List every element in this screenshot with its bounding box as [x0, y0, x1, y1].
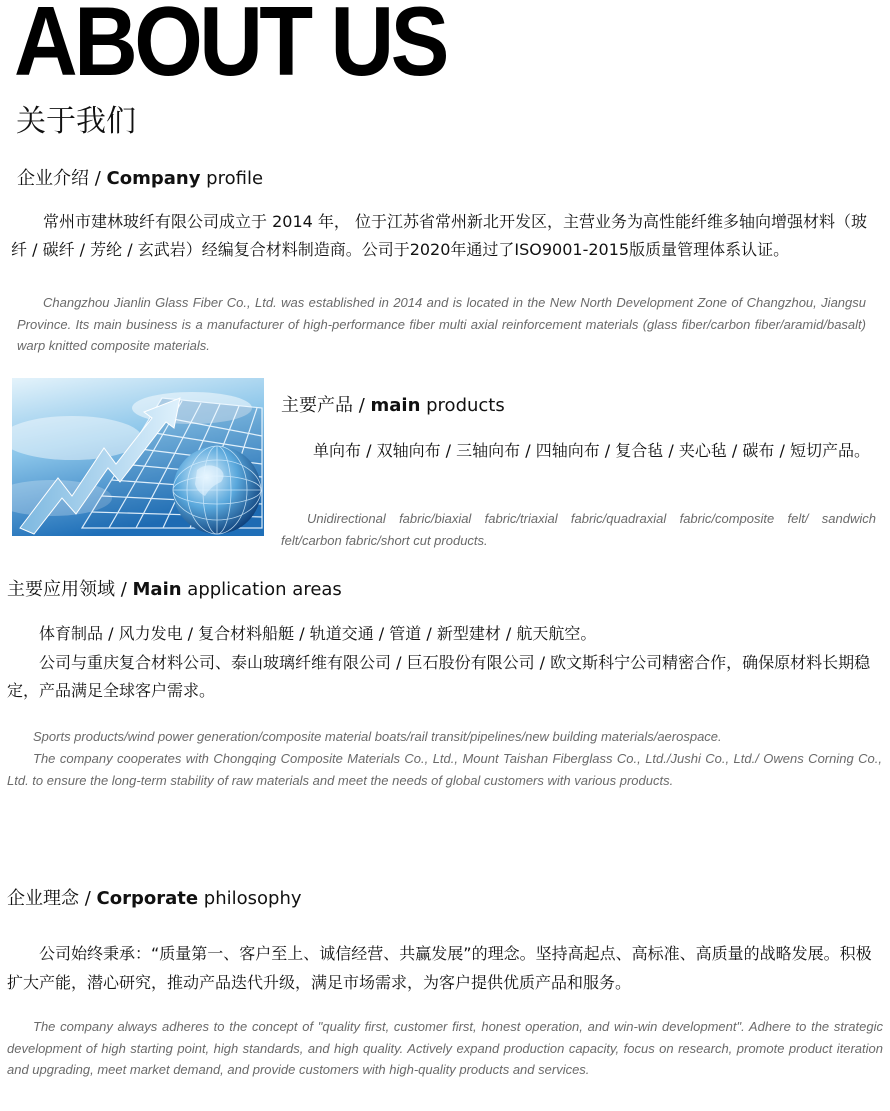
section-heading-application-areas [7, 578, 342, 602]
heading-bold: Company [106, 168, 201, 189]
heading-bold: main [370, 395, 421, 416]
heading-rest: philosophy [198, 888, 302, 909]
heading-bold: Main [132, 579, 182, 600]
growth-chart-globe-image [12, 378, 264, 536]
main-products-cn: 单向布 / 双轴向布 / 三轴向布 / 四轴向布 / 复合毡 / 夹心毡 / 碳布 / 短切产品。 [313, 441, 870, 460]
main-products-en: Unidirectional fabric/biaxial fabric/triaxial fabric/quadraxial fabric/composite felt/ sandwich felt/carbon fabric/short cut products. [281, 511, 876, 548]
application-areas-cn-1: 体育制品 / 风力发电 / 复合材料船艇 / 轨道交通 / 管道 / 新型建材 / 航天航空。 [39, 624, 597, 643]
application-areas-en-1: Sports products/wind power generation/composite material boats/rail transit/pipelines/new building materials/aerospace. [33, 729, 722, 744]
philosophy-en: The company always adheres to the concept of "quality first, customer first, honest operation, and win-win development". Adhere to the strategic development of high starting point, high standards, and high quality. Actively expand production capacity, focus on research, promote product iteration and upgrading, meet market demand, and provide customers with high-quality products and services. [7, 1019, 883, 1078]
page-title: ABOUT US [14, 0, 446, 96]
heading-rest: profile [200, 168, 264, 189]
heading-cn: 企业理念 / [7, 888, 97, 909]
philosophy-cn: 公司始终秉承：“质量第一、客户至上、诚信经营、共赢发展”的理念。坚持高起点、高标准、高质量的战略发展。积极扩大产能，潜心研究，推动产品迭代升级，满足市场需求，为客户提供优质产品和服务。 [7, 944, 872, 992]
company-profile-cn: 常州市建林玻纤有限公司成立于 2014 年， 位于江苏省常州新北开发区，主营业务为高性能纤维多轴向增强材料（玻纤 / 碳纤 / 芳纶 / 玄武岩）经编复合材料制造商。公司于2020年通过了ISO9001-2015版质量管理体系认证。 [11, 212, 867, 259]
section-heading-main-products [281, 394, 505, 418]
heading-bold: Corporate [96, 888, 199, 909]
section-heading-philosophy [7, 887, 302, 911]
company-profile-en: Changzhou Jianlin Glass Fiber Co., Ltd. was established in 2014 and is located in the New North Development Zone of Changzhou, Jiangsu Province. Its main business is a manufacturer of high-performance fiber multi axial reinforcement materials (glass fiber/carbon fiber/aramid/basalt) warp knitted composite materials. [17, 295, 866, 354]
section-heading-company-profile [17, 167, 263, 191]
heading-cn: 主要产品 / [281, 395, 371, 416]
application-areas-en-2: The company cooperates with Chongqing Composite Materials Co., Ltd., Mount Taishan Fiberglass Co., Ltd./Jushi Co., Ltd./ Owens Corning Co., Ltd. to ensure the long-term stability of raw materials and meet the needs of global customers with various products. [7, 751, 882, 788]
heading-rest: application areas [181, 579, 342, 600]
heading-rest: products [420, 395, 505, 416]
heading-cn: 企业介绍 / [17, 168, 107, 189]
heading-cn: 主要应用领域 / [7, 579, 133, 600]
page-subtitle: 关于我们 [16, 104, 136, 139]
application-areas-cn-2: 公司与重庆复合材料公司、泰山玻璃纤维有限公司 / 巨石股份有限公司 / 欧文斯科宁公司精密合作，确保原材料长期稳定，产品满足全球客户需求。 [7, 653, 871, 700]
